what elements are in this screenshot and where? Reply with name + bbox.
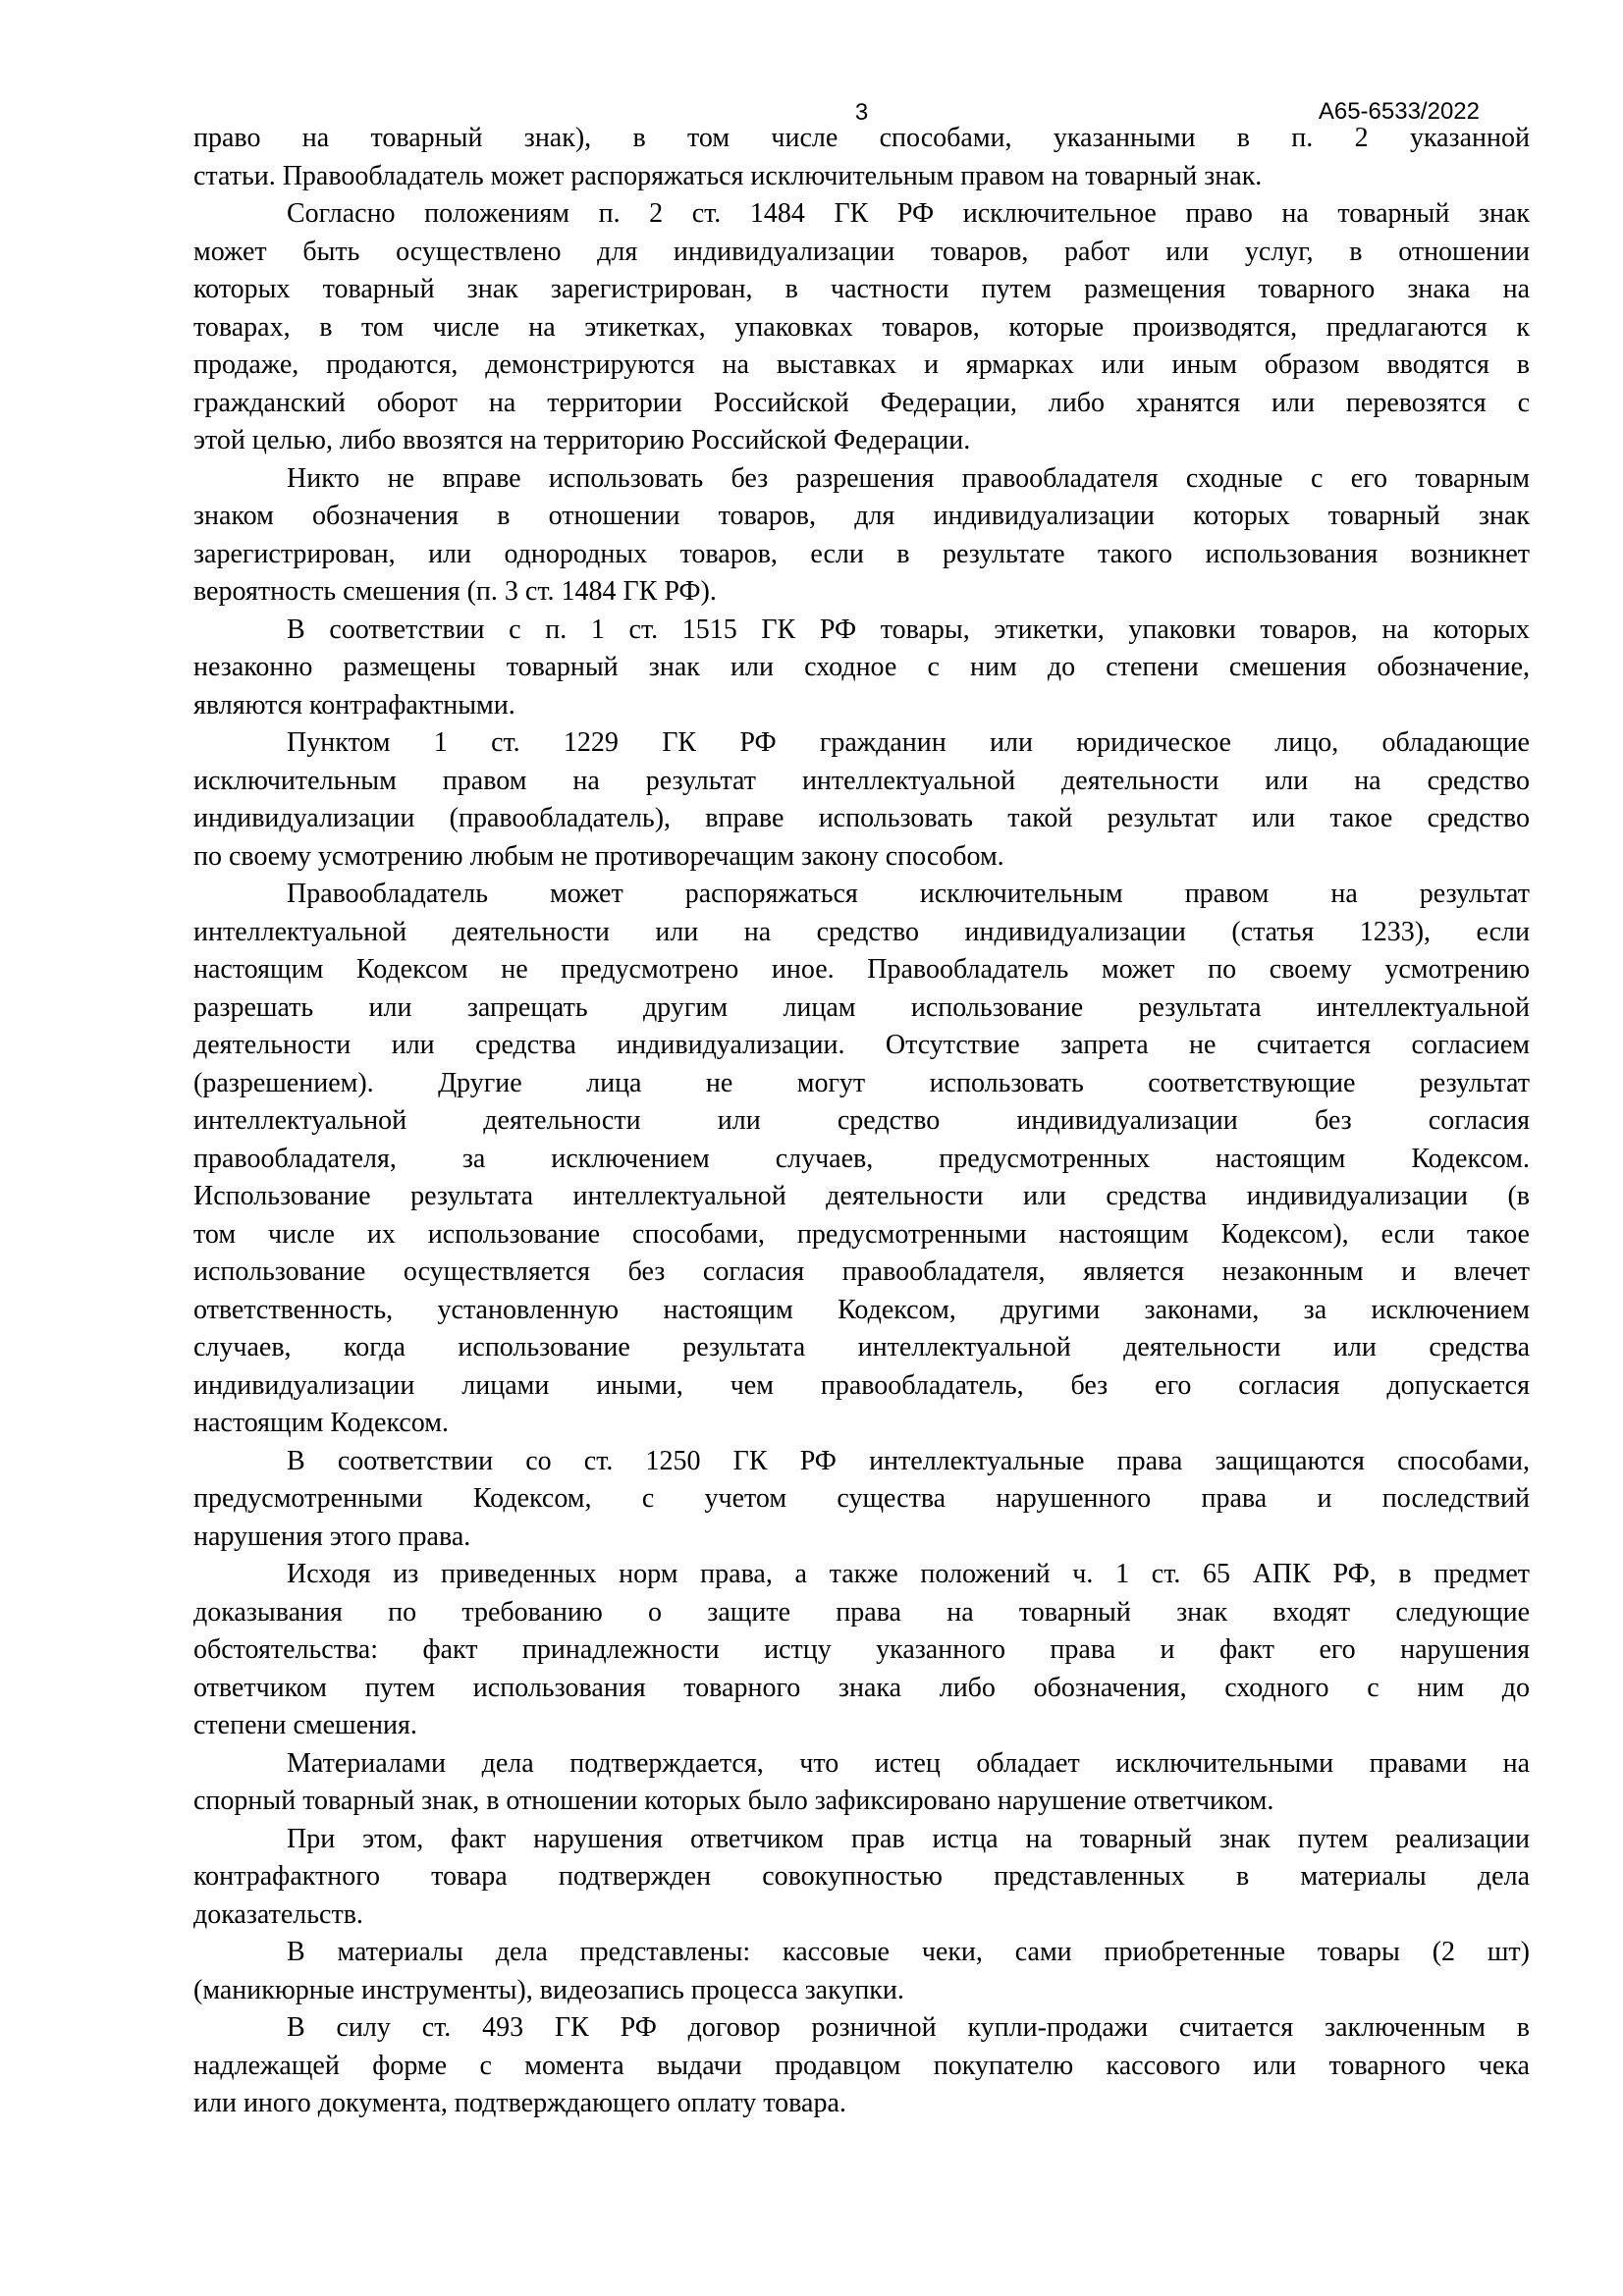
text-line: деятельности или средства индивидуализации. Отсутствие запрета не считается согласием (193, 1030, 1530, 1060)
text-line: спорный товарный знак, в отношении которых было зафиксировано нарушение ответчиком. (193, 1786, 1274, 1816)
text-line: (разрешением). Другие лица не могут использовать соответствующие результат (193, 1067, 1530, 1098)
text-line: (маникюрные инструменты), видеозапись процесса закупки. (193, 1974, 904, 2005)
text-line: Никто не вправе использовать без разрешения правообладателя сходные с его товарным (287, 462, 1530, 494)
text-line: В соответствии с п. 1 ст. 1515 ГК РФ товары, этикетки, упаковки товаров, на которых (287, 614, 1530, 645)
text-line: Согласно положениям п. 2 ст. 1484 ГК РФ исключительное право на товарный знак (287, 198, 1530, 229)
text-line: знаком обозначения в отношении товаров, для индивидуализации которых товарный знак (193, 501, 1530, 531)
text-line: гражданский оборот на территории Российской Федерации, либо хранятся или перевозятся с (193, 387, 1530, 418)
text-line: интеллектуальной деятельности или средство индивидуализации без согласия (193, 1105, 1530, 1136)
text-line: настоящим Кодексом не предусмотрено иное. Правообладатель может по своему усмотрению (193, 954, 1530, 985)
text-line: случаев, когда использование результата интеллектуальной деятельности или средства (193, 1332, 1530, 1362)
text-line: может быть осуществлено для индивидуализации товаров, работ или услуг, в отношении (193, 236, 1530, 267)
text-line: этой целью, либо ввозятся на территорию Российской Федерации. (193, 425, 971, 455)
text-line: индивидуализации (правообладатель), вправе использовать такой результат или такое средство (193, 803, 1530, 833)
text-line: являются контрафактными. (193, 689, 515, 721)
text-line: доказывания по требованию о защите права на товарный знак входят следующие (193, 1596, 1530, 1628)
paragraph (193, 1443, 1530, 1557)
page-header (0, 0, 1623, 128)
paragraph (193, 876, 1530, 1443)
text-line: контрафактного товара подтвержден совокупностью представленных в материалы дела (193, 1861, 1530, 1892)
text-line: Правообладатель может распоряжаться исключительным правом на результат (287, 879, 1530, 909)
paragraph (193, 460, 1530, 612)
paragraph (193, 612, 1530, 725)
text-line: правообладателя, за исключением случаев, предусмотренных настоящим Кодексом. (193, 1143, 1530, 1174)
text-line: Материалами дела подтверждается, что истец обладает исключительными правами на (287, 1747, 1530, 1779)
text-line: по своему усмотрению любым не противоречащим закону способом. (193, 840, 1004, 872)
text-line: вероятность смешения (п. 3 ст. 1484 ГК РФ). (193, 576, 717, 607)
paragraph (193, 1821, 1530, 1935)
text-line: надлежащей форме с момента выдачи продавцом покупателю кассового или товарного чека (193, 2050, 1530, 2081)
document-body (193, 120, 1530, 2123)
text-line: индивидуализации лицами иными, чем правообладатель, без его согласия допускается (193, 1369, 1530, 1401)
text-line: использование осуществляется без согласия правообладателя, является незаконным и влечет (193, 1256, 1530, 1287)
text-line: товарах, в том числе на этикетках, упаковках товаров, которые производятся, предлагаются к (193, 311, 1530, 343)
paragraph (193, 195, 1530, 460)
text-line: В материалы дела представлены: кассовые чеки, сами приобретенные товары (2 шт) (287, 1937, 1530, 1967)
text-line: предусмотренными Кодексом, с учетом существа нарушенного права и последствий (193, 1483, 1530, 1514)
paragraph (193, 1934, 1530, 2009)
page-number: 3 (854, 99, 869, 126)
paragraph (193, 120, 1530, 195)
text-line: степени смешения. (193, 1710, 417, 1740)
text-line: исключительным правом на результат интеллектуальной деятельности или на средство (193, 765, 1530, 796)
text-line: Исходя из приведенных норм права, а также положений ч. 1 ст. 65 АПК РФ, в предмет (287, 1559, 1530, 1589)
text-line: право на товарный знак), в том числе способами, указанными в п. 2 указанной (193, 123, 1530, 153)
text-line: В силу ст. 493 ГК РФ договор розничной купли-продажи считается заключенным в (287, 2012, 1530, 2043)
text-line: нарушения этого права. (193, 1521, 471, 1552)
case-number: А65-6533/2022 (1318, 98, 1480, 125)
text-line: том числе их использование способами, предусмотренными настоящим Кодексом), если такое (193, 1218, 1530, 1250)
text-line: разрешать или запрещать другим лицам использование результата интеллектуальной (193, 991, 1530, 1023)
text-line: При этом, факт нарушения ответчиком прав истца на товарный знак путем реализации (287, 1823, 1530, 1854)
paragraph (193, 1556, 1530, 1745)
paragraph (193, 724, 1530, 876)
paragraph (193, 2009, 1530, 2123)
text-line: или иного документа, подтверждающего оплату товара. (193, 2088, 846, 2118)
text-line: незаконно размещены товарный знак или сходное с ним до степени смешения обозначение, (193, 652, 1530, 682)
text-line: которых товарный знак зарегистрирован, в частности путем размещения товарного знака на (193, 274, 1530, 304)
text-line: ответчиком путем использования товарного знака либо обозначения, сходного с ним до (193, 1672, 1530, 1703)
text-line: ответственность, установленную настоящим Кодексом, другими законами, за исключением (193, 1294, 1530, 1325)
text-line: доказательств. (193, 1898, 363, 1930)
text-line: продаже, продаются, демонстрируются на выставках и ярмарках или иным образом вводятся в (193, 349, 1530, 380)
text-line: Пунктом 1 ст. 1229 ГК РФ гражданин или юридическое лицо, обладающие (287, 727, 1530, 758)
text-line: интеллектуальной деятельности или на средство индивидуализации (статья 1233), если (193, 916, 1530, 947)
text-line: Использование результата интеллектуальной деятельности или средства индивидуализации (в (193, 1181, 1530, 1211)
text-line: В соответствии со ст. 1250 ГК РФ интеллектуальные права защищаются способами, (287, 1445, 1530, 1476)
text-line: обстоятельства: факт принадлежности истцу указанного права и факт его нарушения (193, 1634, 1530, 1665)
text-line: настоящим Кодексом. (193, 1408, 449, 1438)
text-line: зарегистрирован, или однородных товаров, если в результате такого использования возникнет (193, 538, 1530, 569)
paragraph (193, 1745, 1530, 1821)
text-line: статьи. Правообладатель может распоряжаться исключительным правом на товарный знак. (193, 160, 1263, 191)
